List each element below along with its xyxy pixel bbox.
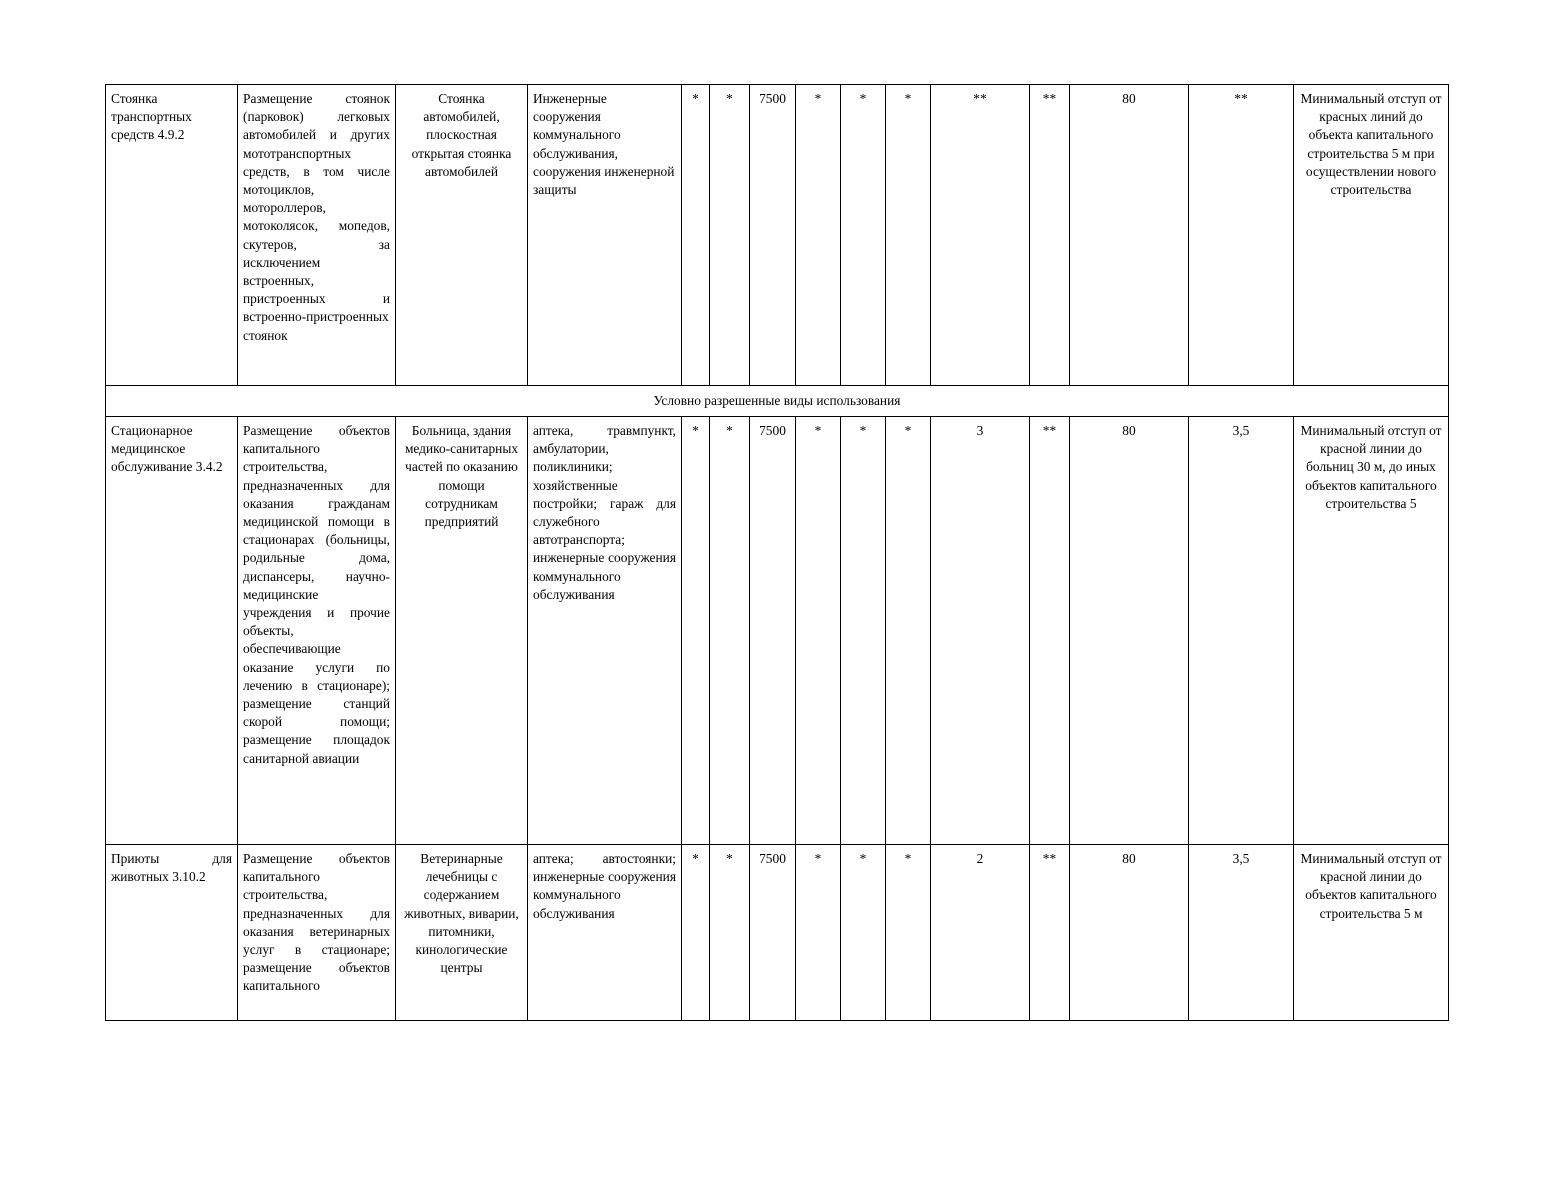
param-cell: 7500 [750,417,796,845]
param-cell: 80 [1070,85,1189,386]
param-cell: ** [1189,85,1294,386]
param-cell: 3,5 [1189,417,1294,845]
param-cell: * [710,85,750,386]
use-name-cell: Приюты для животных 3.10.2 [106,845,238,1021]
param-cell: ** [1030,845,1070,1021]
section-header: Условно разрешенные виды использования [106,386,1449,417]
param-cell: * [841,85,886,386]
notes-cell: Минимальный отступ от красной линии до больниц 30 м, до иных объектов капитального строительства 5 [1294,417,1449,845]
param-cell: * [682,845,710,1021]
param-cell: * [796,85,841,386]
table-row [106,845,1449,1021]
land-use-table [105,84,1449,1021]
param-cell: * [710,417,750,845]
auxiliary-uses-cell: аптека, травмпункт, амбулатории, поликлиники; хозяйственные постройки; гараж для служебного автотранспорта; инженерные сооружения коммунального обслуживания [528,417,682,845]
param-cell: * [796,845,841,1021]
table-row [106,417,1449,845]
section-header-row [106,386,1449,417]
main-objects-cell: Больница, здания медико-санитарных частей по оказанию помощи сотрудникам предприятий [396,417,528,845]
notes-cell: Минимальный отступ от красной линии до объектов капитального строительства 5 м [1294,845,1449,1021]
param-cell: 2 [931,845,1030,1021]
param-cell: * [886,417,931,845]
main-objects-cell: Ветеринарные лечебницы с содержанием животных, виварии, питомники, кинологические центры [396,845,528,1021]
main-objects-cell: Стоянка автомобилей, плоскостная открытая стоянка автомобилей [396,85,528,386]
param-cell: * [682,417,710,845]
param-cell: 7500 [750,845,796,1021]
param-cell: * [796,417,841,845]
param-cell: 7500 [750,85,796,386]
use-description-cell: Размещение объектов капитального строительства, предназначенных для оказания ветеринарных услуг в стационаре; размещение объектов капитального [238,845,396,1021]
use-description-cell: Размещение объектов капитального строительства, предназначенных для оказания гражданам медицинской помощи в стационарах (больницы, родильные дома, диспансеры, научно-медицинские учреждения и прочие объекты, обеспечивающие оказание услуги по лечению в стационаре); размещение станций скорой помощи; размещение площадок санитарной авиации [238,417,396,845]
param-cell: ** [1030,417,1070,845]
param-cell: * [682,85,710,386]
auxiliary-uses-cell: аптека; автостоянки; инженерные сооружения коммунального обслуживания [528,845,682,1021]
use-name-cell: Стационарное медицинское обслуживание 3.4.2 [106,417,238,845]
param-cell: 80 [1070,417,1189,845]
auxiliary-uses-cell: Инженерные сооружения коммунального обслуживания, сооружения инженерной защиты [528,85,682,386]
param-cell: 80 [1070,845,1189,1021]
param-cell: * [886,845,931,1021]
table-row [106,85,1449,386]
param-cell: ** [1030,85,1070,386]
param-cell: 3 [931,417,1030,845]
use-name-cell: Стоянка транспортных средств 4.9.2 [106,85,238,386]
param-cell: 3,5 [1189,845,1294,1021]
param-cell: * [886,85,931,386]
use-description-cell: Размещение стоянок (парковок) легковых автомобилей и других мототранспортных средств, в том числе мотоциклов, мотороллеров, мотоколясок, мопедов, скутеров, за исключением встроенных, пристроенных и встроенно-пристроенных стоянок [238,85,396,386]
param-cell: * [841,417,886,845]
param-cell: ** [931,85,1030,386]
notes-cell: Минимальный отступ от красных линий до объекта капитального строительства 5 м при осуществлении нового строительства [1294,85,1449,386]
param-cell: * [841,845,886,1021]
param-cell: * [710,845,750,1021]
